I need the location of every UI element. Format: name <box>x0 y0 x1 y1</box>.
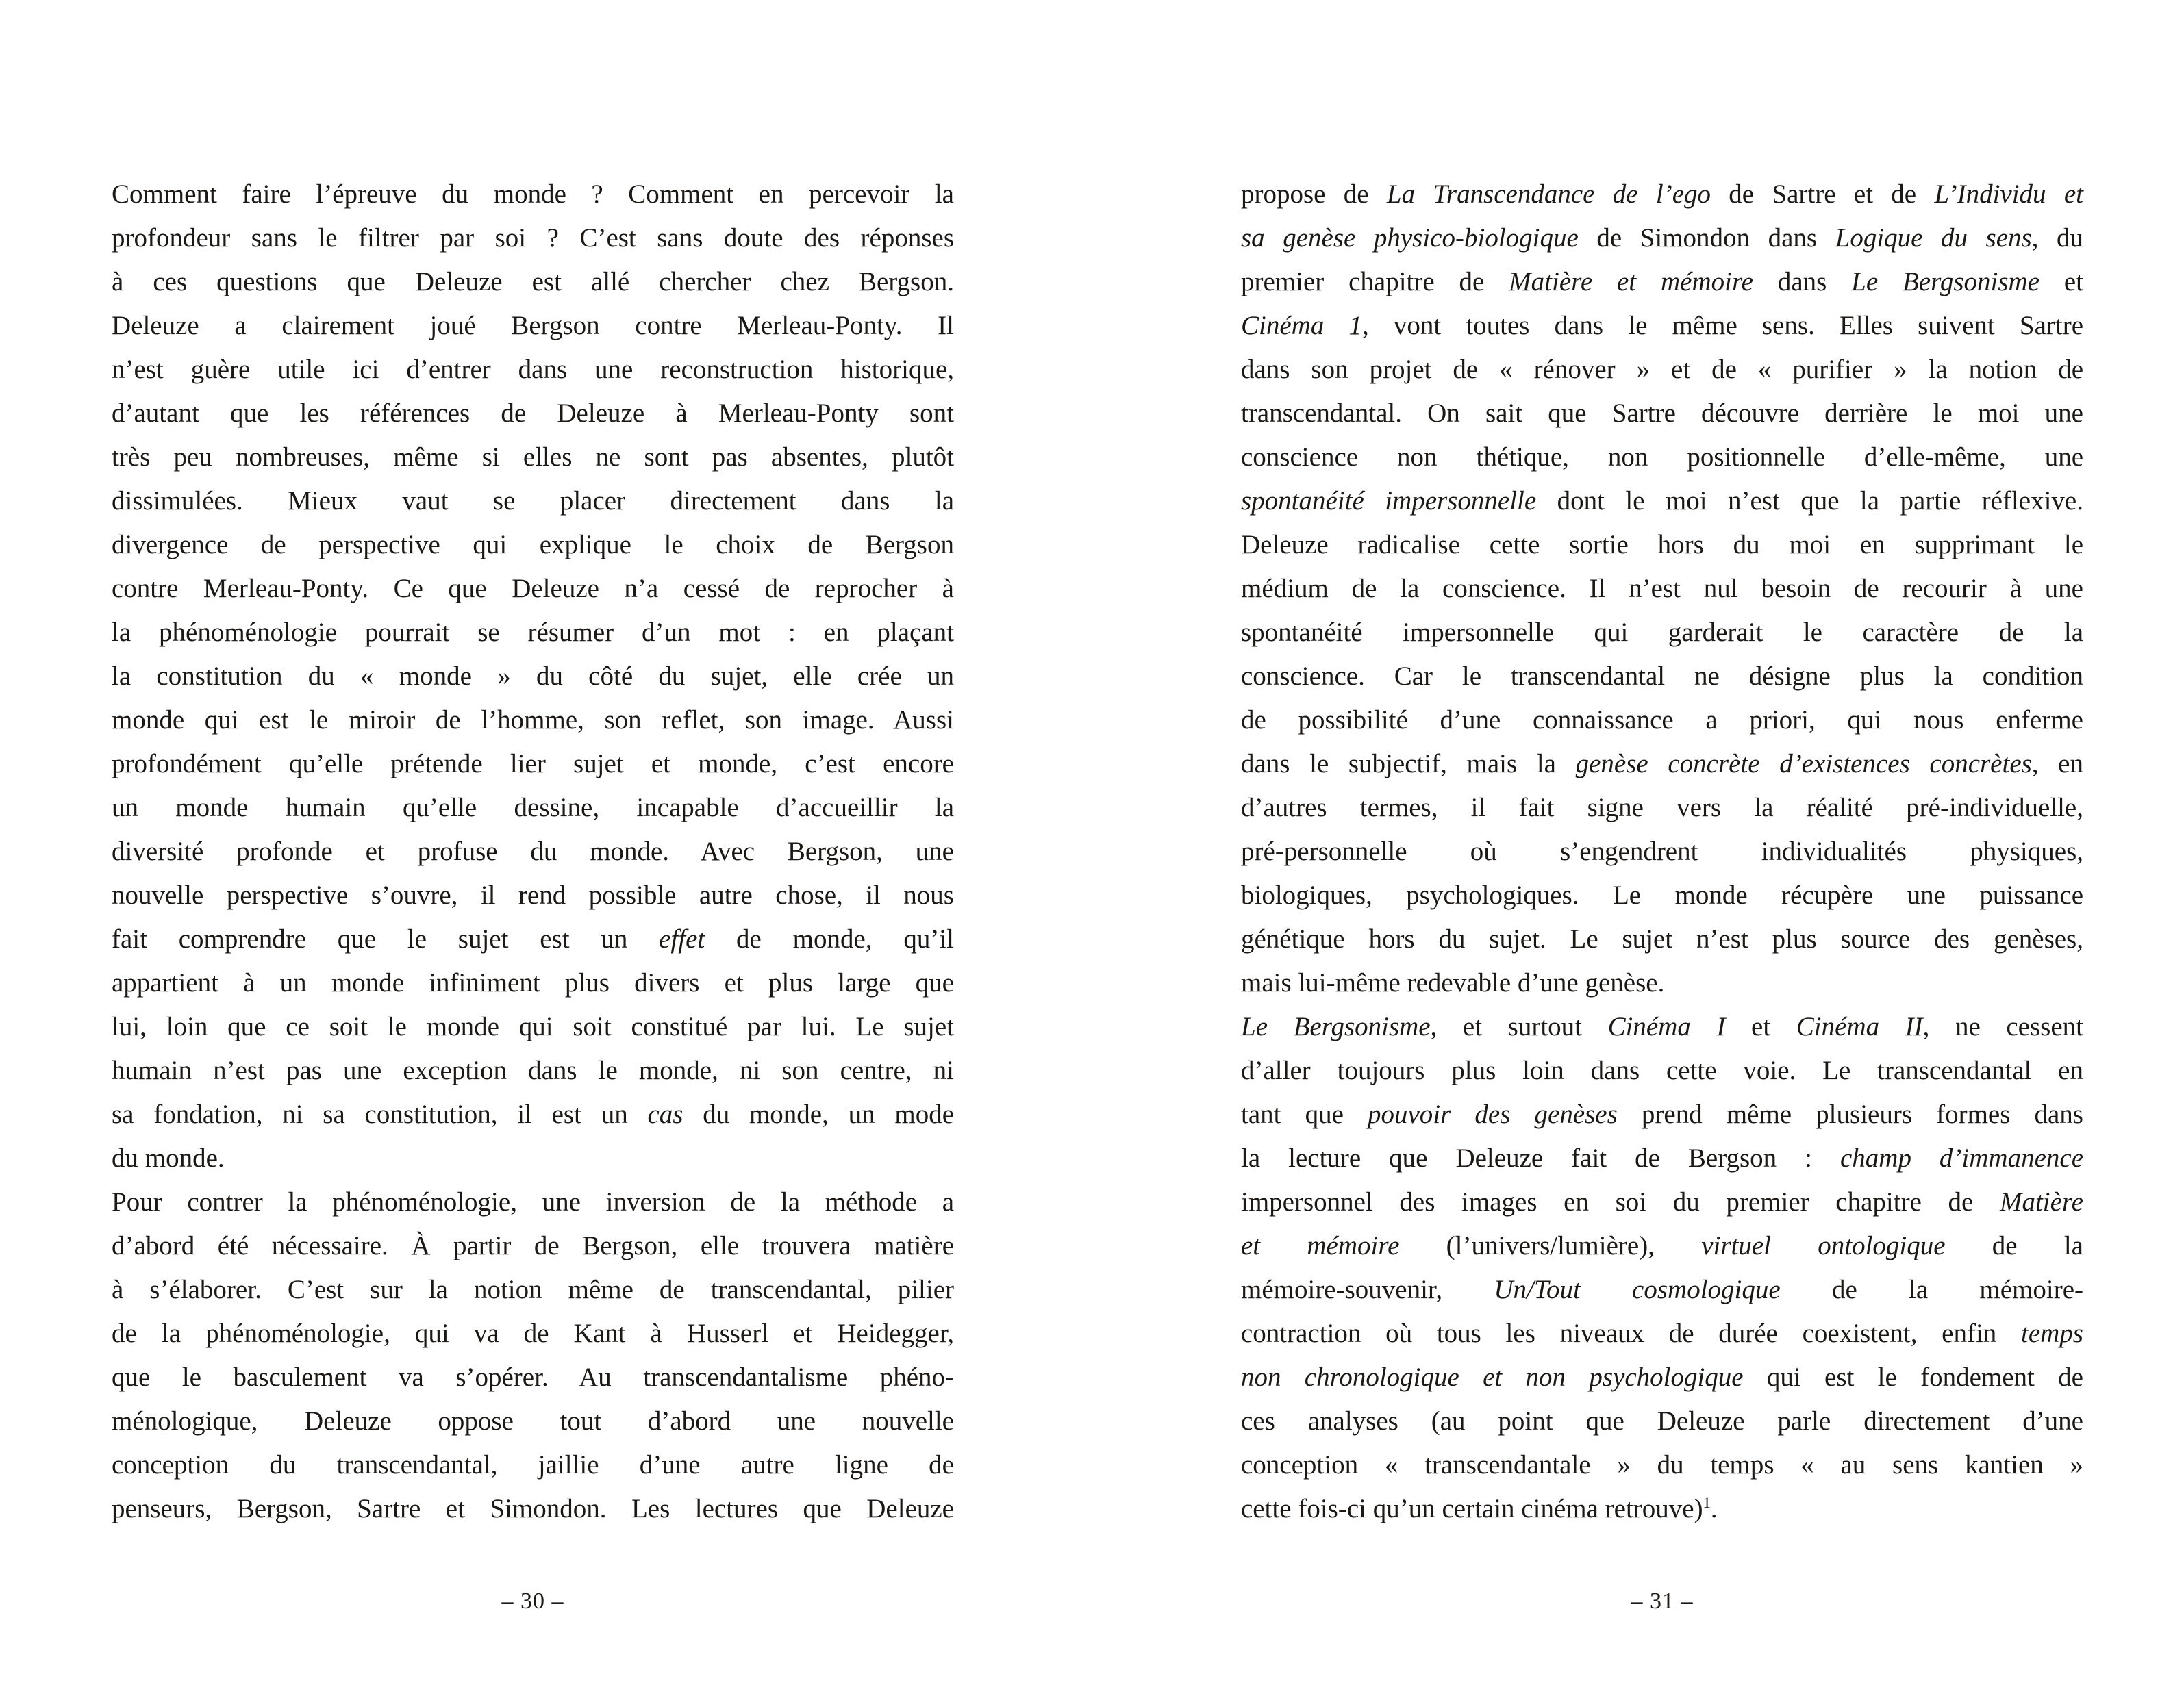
text-line <box>112 961 954 1005</box>
italic-run: temps <box>2021 1319 2083 1348</box>
italic-run: pouvoir des genèses <box>1368 1100 1618 1129</box>
text-line <box>112 1399 954 1443</box>
text-line <box>112 1268 954 1312</box>
text-line <box>112 830 954 874</box>
text-run: , vont toutes dans le même sens. Elles suivent Sartre <box>1361 311 2084 340</box>
text-run: à ces questions que Deleuze est allé chercher chez Bergson. <box>112 267 954 296</box>
text-run: et <box>1725 1012 1796 1041</box>
text-run: dans son projet de « rénover » et de « purifier » la notion de <box>1241 355 2083 384</box>
text-line <box>1241 611 2083 655</box>
text-run: de Simondon dans <box>1578 223 1835 253</box>
text-line <box>1241 917 2083 961</box>
text-run: la constitution du « monde » du côté du sujet, elle crée un <box>112 661 954 691</box>
italic-run: Le Bergsonisme <box>1851 267 2040 296</box>
italic-run: Un/Tout cosmologique <box>1494 1275 1781 1304</box>
italic-run: L’Individu et <box>1934 179 2083 209</box>
text-run: penseurs, Bergson, Sartre et Simondon. Les lectures que Deleuze <box>112 1494 954 1523</box>
text-run: très peu nombreuses, même si elles ne sont pas absentes, plutôt <box>112 442 954 472</box>
text-run: de la phénoménologie, qui va de Kant à Husserl et Heidegger, <box>112 1319 954 1348</box>
text-line <box>1241 392 2083 435</box>
italic-run: Cinéma 1 <box>1241 311 1362 340</box>
text-run: premier chapitre de <box>1241 267 1509 296</box>
text-run: d’abord été nécessaire. À partir de Bergson, elle trouvera matière <box>112 1231 954 1260</box>
text-line <box>112 1487 954 1531</box>
text-line <box>1241 523 2083 567</box>
text-run: Comment faire l’épreuve du monde ? Comment en percevoir la <box>112 179 954 209</box>
text-run: de la mémoire- <box>1780 1275 2083 1304</box>
text-column <box>1241 173 2083 1531</box>
text-line <box>112 304 954 348</box>
text-run: contraction où tous les niveaux de durée coexistent, enfin <box>1241 1319 2021 1348</box>
text-line <box>1241 435 2083 479</box>
text-line <box>1241 655 2083 698</box>
text-run: Deleuze radicalise cette sortie hors du moi en supprimant le <box>1241 530 2083 559</box>
text-line <box>112 1093 954 1137</box>
text-line <box>1241 874 2083 917</box>
text-line <box>112 1137 954 1180</box>
text-run: diversité profonde et profuse du monde. Avec Bergson, une <box>112 837 954 866</box>
text-run: profondément qu’elle prétende lier sujet et monde, c’est encore <box>112 749 954 778</box>
text-line <box>112 1443 954 1487</box>
text-run: biologiques, psychologiques. Le monde récupère une puissance <box>1241 880 2083 910</box>
text-line <box>112 479 954 523</box>
text-run: à s’élaborer. C’est sur la notion même de transcendantal, pilier <box>112 1275 954 1304</box>
text-line <box>1241 567 2083 611</box>
text-run: monde qui est le miroir de l’homme, son reflet, son image. Aussi <box>112 705 954 735</box>
text-run: médium de la conscience. Il n’est nul besoin de recourir à une <box>1241 574 2083 603</box>
text-run: propose de <box>1241 179 1387 209</box>
text-line <box>1241 304 2083 348</box>
text-line <box>112 611 954 655</box>
text-line <box>112 1049 954 1093</box>
text-column <box>112 173 954 1531</box>
text-line <box>112 392 954 435</box>
text-run: pré-personnelle où s’engendrent individualités physiques, <box>1241 837 2083 866</box>
italic-run: La Transcendance de l’ego <box>1386 179 1711 209</box>
text-line <box>112 173 954 216</box>
text-line <box>1241 786 2083 830</box>
text-line <box>1241 1312 2083 1356</box>
text-line <box>1241 830 2083 874</box>
text-run: Pour contrer la phénoménologie, une inversion de la méthode a <box>112 1187 954 1217</box>
text-run: cette fois-ci qu’un certain cinéma retrouve) <box>1241 1494 1703 1523</box>
text-run: de possibilité d’une connaissance a priori, qui nous enferme <box>1241 705 2083 735</box>
text-line <box>112 655 954 698</box>
text-run: d’aller toujours plus loin dans cette voie. Le transcendantal en <box>1241 1056 2083 1085</box>
text-run: transcendantal. On sait que Sartre découvre derrière le moi une <box>1241 398 2083 428</box>
text-run: un monde humain qu’elle dessine, incapable d’accueillir la <box>112 793 954 822</box>
text-line <box>1241 742 2083 786</box>
text-run: d’autant que les références de Deleuze à Merleau-Ponty sont <box>112 398 954 428</box>
text-run: conscience. Car le transcendantal ne désigne plus la condition <box>1241 661 2083 691</box>
text-run: contre Merleau-Ponty. Ce que Deleuze n’a cessé de reprocher à <box>112 574 954 603</box>
text-run: la lecture que Deleuze fait de Bergson : <box>1241 1143 1840 1173</box>
italic-run: effet <box>659 924 705 954</box>
text-run: conscience non thétique, non positionnelle d’elle-même, une <box>1241 442 2083 472</box>
text-run: , et surtout <box>1430 1012 1608 1041</box>
text-line <box>1241 1487 2083 1531</box>
text-line <box>1241 1268 2083 1312</box>
text-run: mémoire-souvenir, <box>1241 1275 1494 1304</box>
text-run: humain n’est pas une exception dans le monde, ni son centre, ni <box>112 1056 954 1085</box>
text-run: . <box>1710 1494 1718 1523</box>
text-line <box>112 567 954 611</box>
text-run: Deleuze a clairement joué Bergson contre Merleau-Ponty. Il <box>112 311 954 340</box>
paragraph <box>112 173 954 1180</box>
text-line <box>112 874 954 917</box>
text-line <box>1241 1180 2083 1224</box>
text-line <box>1241 698 2083 742</box>
italic-run: sa genèse physico-biologique <box>1241 223 1579 253</box>
text-run: de monde, qu’il <box>705 924 954 954</box>
text-line <box>1241 216 2083 260</box>
paragraph <box>112 1180 954 1531</box>
text-run: conception du transcendantal, jaillie d’une autre ligne de <box>112 1450 954 1480</box>
text-run: d’autres termes, il fait signe vers la réalité pré-individuelle, <box>1241 793 2083 822</box>
text-run: du monde. <box>112 1143 225 1173</box>
text-line <box>112 435 954 479</box>
text-run: dont le moi n’est que la partie réflexive. <box>1536 486 2083 516</box>
italic-run: virtuel ontologique <box>1701 1231 1946 1260</box>
text-run: n’est guère utile ici d’entrer dans une reconstruction historique, <box>112 355 954 384</box>
text-run: divergence de perspective qui explique le choix de Bergson <box>112 530 954 559</box>
text-run: (l’univers/lumière), <box>1399 1231 1702 1260</box>
text-line <box>1241 260 2083 304</box>
text-run: sa fondation, ni sa constitution, il est un <box>112 1100 648 1129</box>
text-run: nouvelle perspective s’ouvre, il rend possible autre chose, il nous <box>112 880 954 910</box>
italic-run: Cinéma II <box>1796 1012 1923 1041</box>
text-run: appartient à un monde infiniment plus divers et plus large que <box>112 968 954 998</box>
text-run: de Sartre et de <box>1711 179 1935 209</box>
text-line <box>112 1180 954 1224</box>
italic-run: Matière et mémoire <box>1509 267 1753 296</box>
italic-run: spontanéité impersonnelle <box>1241 486 1537 516</box>
text-line <box>112 523 954 567</box>
text-line <box>112 1005 954 1049</box>
italic-run: Logique du sens <box>1835 223 2032 253</box>
text-run: conception « transcendantale » du temps « au sens kantien » <box>1241 1450 2083 1480</box>
text-run: dissimulées. Mieux vaut se placer directement dans la <box>112 486 954 516</box>
text-run: fait comprendre que le sujet est un <box>112 924 660 954</box>
italic-run: non chronologique et non psychologique <box>1241 1363 1744 1392</box>
text-line <box>1241 173 2083 216</box>
text-run: , du <box>2031 223 2083 253</box>
text-run: , en <box>2031 749 2083 778</box>
paragraph <box>1241 173 2083 1005</box>
text-run: qui est le fondement de <box>1743 1363 2083 1392</box>
text-run: mais lui-même redevable d’une genèse. <box>1241 968 1665 998</box>
paragraph <box>1241 1005 2083 1531</box>
text-run: la phénoménologie pourrait se résumer d’un mot : en plaçant <box>112 618 954 647</box>
text-run: prend même plusieurs formes dans <box>1617 1100 2083 1129</box>
italic-run: genèse concrète d’existences concrètes <box>1575 749 2032 778</box>
text-run: que le basculement va s’opérer. Au transcendantalisme phéno- <box>112 1363 954 1392</box>
text-line <box>1241 479 2083 523</box>
italic-run: Cinéma I <box>1607 1012 1726 1041</box>
text-line <box>1241 1049 2083 1093</box>
text-run: ces analyses (au point que Deleuze parle directement d’une <box>1241 1406 2083 1436</box>
text-run: dans <box>1753 267 1852 296</box>
text-line <box>1241 1356 2083 1399</box>
text-line <box>112 1356 954 1399</box>
italic-run: et mémoire <box>1241 1231 1400 1260</box>
text-line <box>1241 1137 2083 1180</box>
text-run: tant que <box>1241 1100 1368 1129</box>
text-run: lui, loin que ce soit le monde qui soit constitué par lui. Le sujet <box>112 1012 954 1041</box>
text-run: génétique hors du sujet. Le sujet n’est plus source des genèses, <box>1241 924 2083 954</box>
text-run: de la <box>1945 1231 2083 1260</box>
text-line <box>1241 1443 2083 1487</box>
italic-run: champ d’immanence <box>1840 1143 2083 1173</box>
text-line <box>1241 1093 2083 1137</box>
text-line <box>112 698 954 742</box>
text-line <box>112 260 954 304</box>
text-run: du monde, un mode <box>683 1100 954 1129</box>
text-run: spontanéité impersonnelle qui garderait le caractère de la <box>1241 618 2083 647</box>
text-line <box>1241 961 2083 1005</box>
text-line <box>112 348 954 392</box>
text-line <box>112 917 954 961</box>
text-run: impersonnel des images en soi du premier chapitre de <box>1241 1187 2000 1217</box>
page-number: – 31 – <box>1631 1588 1694 1614</box>
text-run: et <box>2039 267 2083 296</box>
page-number: – 30 – <box>501 1588 564 1614</box>
page-31 <box>1092 0 2184 1698</box>
text-run: dans le subjectif, mais la <box>1241 749 1576 778</box>
text-line <box>112 786 954 830</box>
text-line <box>1241 1399 2083 1443</box>
text-line <box>1241 1224 2083 1268</box>
text-line <box>112 742 954 786</box>
footnote-marker: 1 <box>1703 1494 1711 1511</box>
italic-run: Matière <box>1999 1187 2083 1217</box>
text-line <box>1241 1005 2083 1049</box>
text-run: , ne cessent <box>1922 1012 2083 1041</box>
text-line <box>112 1224 954 1268</box>
italic-run: cas <box>647 1100 683 1129</box>
text-line <box>112 1312 954 1356</box>
text-line <box>112 216 954 260</box>
text-run: profondeur sans le filtrer par soi ? C’est sans doute des réponses <box>112 223 954 253</box>
italic-run: Le Bergsonisme <box>1241 1012 1431 1041</box>
text-run: ménologique, Deleuze oppose tout d’abord une nouvelle <box>112 1406 954 1436</box>
text-line <box>1241 348 2083 392</box>
